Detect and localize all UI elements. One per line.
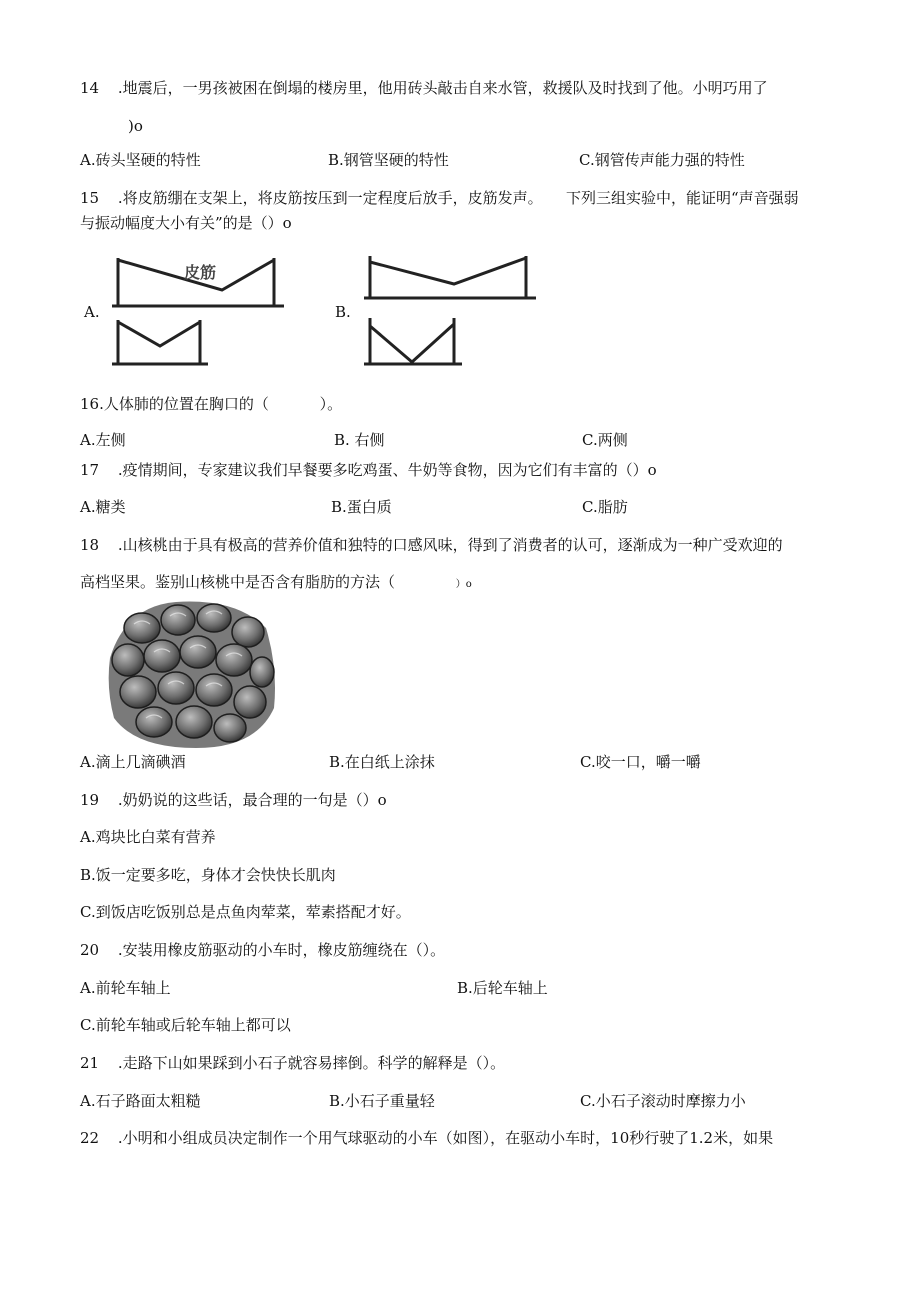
question-14 [80, 78, 768, 98]
option-a: A.左侧 [80, 431, 126, 449]
option-c: C.到饭店吃饭别总是点鱼肉荤菜，荤素搭配才好。 [80, 903, 411, 921]
question-text: .小明和小组成员决定制作一个用气球驱动的小车（如图），在驱动小车时，10秒行驶了1.2米，如果 [117, 1129, 774, 1147]
question-16 [80, 394, 342, 414]
question-15 [80, 188, 543, 208]
option-b: B.钢管坚硬的特性 [328, 151, 449, 169]
question-number: 17 [80, 461, 100, 479]
band-label: 皮筋 [184, 263, 217, 282]
option-c: C.钢管传声能力强的特性 [579, 151, 745, 169]
question-number: 20 [80, 941, 100, 959]
question-text: .奶奶说的这些话，最合理的一句是（）o [117, 791, 387, 809]
figure-label-a: A. [84, 303, 100, 321]
question-text-part2: 下列三组实验中，能证明“声音强弱 [566, 189, 799, 207]
question-text-cont: )o [128, 117, 143, 135]
question-number: 18 [80, 536, 100, 554]
question-text: .将皮筋绷在支架上，将皮筋按压到一定程度后放手，皮筋发声。 [117, 189, 543, 207]
option-b: B.在白纸上涂抹 [329, 753, 435, 771]
question-text-end: ）。 [319, 395, 343, 413]
figure-label-b: B. [335, 303, 351, 321]
option-b: B.饭一定要多吃，身体才会快快长肌肉 [80, 866, 336, 884]
option-a: A.鸡块比白菜有营养 [80, 828, 216, 846]
option-a: A.糖类 [80, 498, 126, 516]
option-a: A.石子路面太粗糙 [80, 1092, 201, 1110]
question-text-cont: 高档坚果。鉴别山核桃中是否含有脂肪的方法（ ）o [80, 573, 472, 591]
question-number: 15 [80, 189, 100, 207]
question-number: 21 [80, 1054, 100, 1072]
option-c: C.咬一口，嚼一嚼 [580, 753, 701, 771]
question-text-end: ）o [455, 579, 472, 590]
rubber-band-figure-a [112, 248, 284, 368]
question-18 [80, 535, 783, 555]
question-text-cont: 与振动幅度大小有关”的是（）o [80, 214, 292, 232]
question-17 [80, 460, 657, 480]
question-number: 19 [80, 791, 100, 809]
question-number: 22 [80, 1129, 100, 1147]
question-19 [80, 790, 387, 810]
question-21 [80, 1053, 505, 1073]
option-b: B. 右侧 [334, 431, 385, 449]
walnut-photo [106, 598, 278, 750]
question-number: 14 [80, 79, 100, 97]
rubber-band-figure-b [364, 248, 536, 368]
question-text: .疫情期间，专家建议我们早餐要多吃鸡蛋、牛奶等食物，因为它们有丰富的（）o [117, 461, 657, 479]
question-text: .安装用橡皮筋驱动的小车时，橡皮筋缠绕在（）。 [117, 941, 446, 959]
question-text: .走路下山如果踩到小石子就容易摔倒。科学的解释是（）。 [117, 1054, 506, 1072]
question-text: 16.人体肺的位置在胸口的（ [80, 395, 269, 413]
option-b: B.蛋白质 [331, 498, 392, 516]
option-a: A.前轮车轴上 [80, 979, 171, 997]
option-b: B.后轮车轴上 [457, 979, 548, 997]
option-a: A.砖头坚硬的特性 [80, 151, 201, 169]
question-text: .地震后，一男孩被困在倒塌的楼房里，他用砖头敲击自来水管，救援队及时找到了他。小明巧用了 [117, 79, 768, 97]
option-a: A.滴上几滴碘酒 [80, 753, 186, 771]
option-b: B.小石子重量轻 [329, 1092, 435, 1110]
option-c: C.小石子滚动时摩擦力小 [580, 1092, 746, 1110]
question-20 [80, 940, 445, 960]
option-c: C.前轮车轴或后轮车轴上都可以 [80, 1016, 291, 1034]
question-22 [80, 1128, 773, 1148]
question-text: .山核桃由于具有极高的营养价值和独特的口感风味，得到了消费者的认可，逐渐成为一种广受欢迎的 [117, 536, 783, 554]
option-c: C.脂肪 [582, 498, 628, 516]
option-c: C.两侧 [582, 431, 628, 449]
